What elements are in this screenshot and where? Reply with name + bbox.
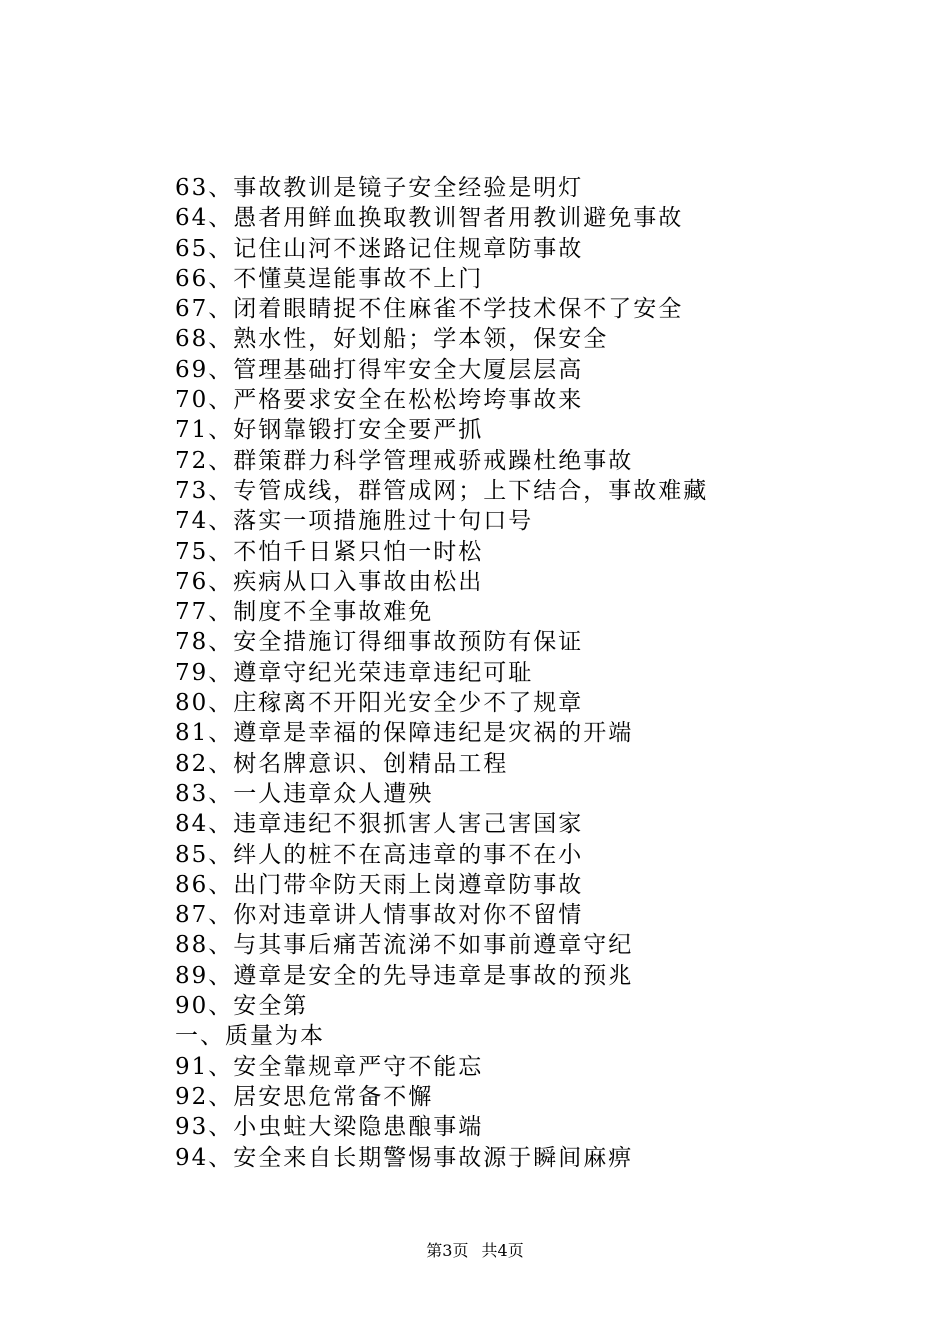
list-item: 76、疾病从口入事故由松出 <box>175 568 484 595</box>
list-item: 92、居安思危常备不懈 <box>175 1083 434 1110</box>
list-item: 77、制度不全事故难免 <box>175 599 434 626</box>
list-item: 89、遵章是安全的先导违章是事故的预兆 <box>175 962 634 989</box>
list-item: 71、好钢靠锻打安全要严抓 <box>175 417 484 444</box>
list-item: 一、质量为本 <box>175 1023 325 1050</box>
list-item: 93、小虫蛀大梁隐患酿事端 <box>175 1114 484 1141</box>
list-item: 69、管理基础打得牢安全大厦层层高 <box>175 356 584 383</box>
list-item: 79、遵章守纪光荣违章违纪可耻 <box>175 659 534 686</box>
list-item: 65、记住山河不迷路记住规章防事故 <box>175 235 584 262</box>
list-item: 70、严格要求安全在松松垮垮事故来 <box>175 387 584 414</box>
list-item: 81、遵章是幸福的保障违纪是灾祸的开端 <box>175 720 634 747</box>
slogan-list <box>175 173 875 1173</box>
list-item: 88、与其事后痛苦流涕不如事前遵章守纪 <box>175 932 634 959</box>
list-item: 87、你对违章讲人情事故对你不留情 <box>175 902 584 929</box>
list-item: 86、出门带伞防天雨上岗遵章防事故 <box>175 871 584 898</box>
list-item: 72、群策群力科学管理戒骄戒躁杜绝事故 <box>175 447 634 474</box>
list-item: 84、违章违纪不狠抓害人害己害国家 <box>175 811 584 838</box>
list-item: 90、安全第 <box>175 993 309 1020</box>
list-item: 75、不怕千日紧只怕一时松 <box>175 538 484 565</box>
list-item: 74、落实一项措施胜过十句口号 <box>175 508 534 535</box>
list-item: 66、不懂莫逞能事故不上门 <box>175 265 484 292</box>
list-item: 94、安全来自长期警惕事故源于瞬间麻痹 <box>175 1144 634 1171</box>
list-item: 63、事故教训是镜子安全经验是明灯 <box>175 175 584 201</box>
list-item: 67、闭着眼睛捉不住麻雀不学技术保不了安全 <box>175 296 684 323</box>
list-item: 85、绊人的桩不在高违章的事不在小 <box>175 841 584 868</box>
list-item: 82、树名牌意识、创精品工程 <box>175 750 509 777</box>
list-item: 73、专管成线，群管成网；上下结合，事故难藏 <box>175 477 709 504</box>
list-item: 68、熟水性，好划船；学本领，保安全 <box>175 326 609 353</box>
list-item: 83、一人违章众人遭殃 <box>175 780 434 807</box>
list-item: 78、安全措施订得细事故预防有保证 <box>175 629 584 656</box>
page-total: 共4页 <box>481 1241 524 1260</box>
page-number: 第3页 <box>426 1241 469 1260</box>
list-item: 80、庄稼离不开阳光安全少不了规章 <box>175 690 584 717</box>
list-item: 64、愚者用鲜血换取教训智者用教训避免事故 <box>175 205 684 232</box>
page-footer <box>0 1240 950 1262</box>
list-item: 91、安全靠规章严守不能忘 <box>175 1053 484 1080</box>
